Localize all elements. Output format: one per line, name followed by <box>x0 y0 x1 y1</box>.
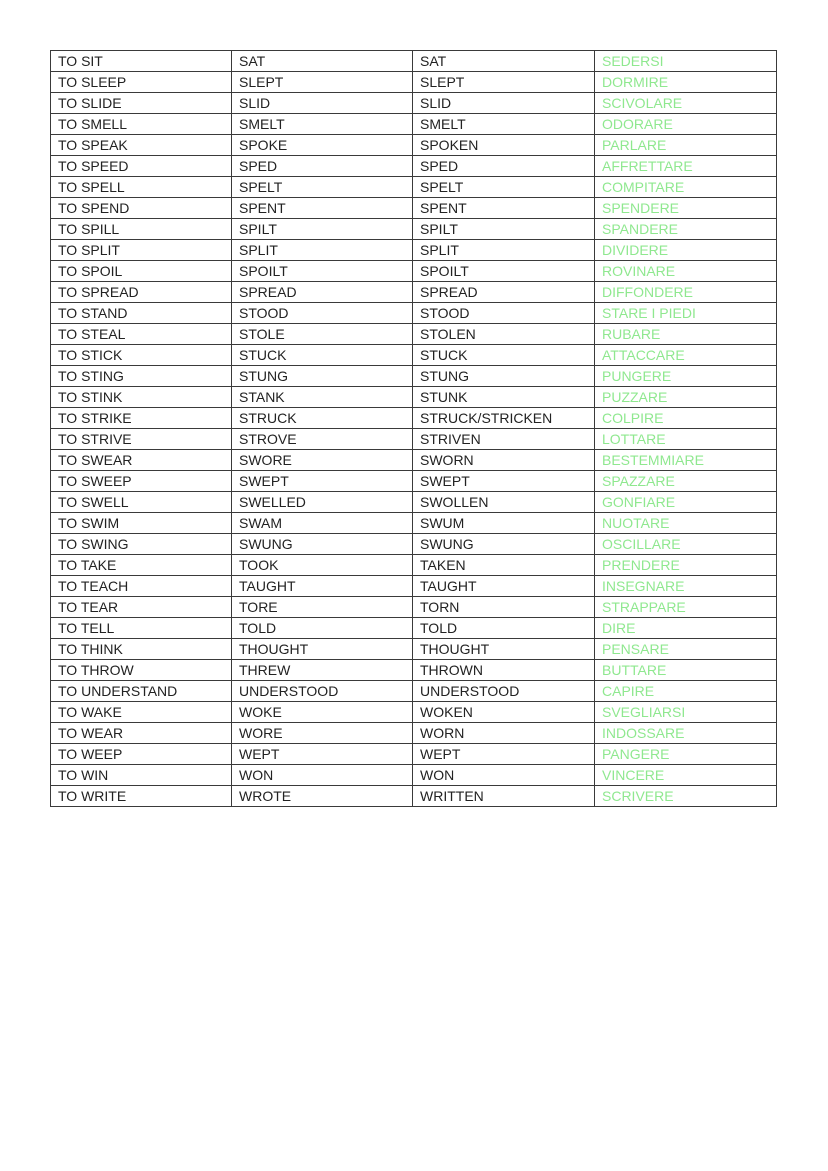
table-row <box>51 429 777 450</box>
italian-translation-cell: BESTEMMIARE <box>595 450 777 471</box>
past-participle-cell: SLEPT <box>413 72 595 93</box>
past-participle-cell: STUCK <box>413 345 595 366</box>
table-row <box>51 702 777 723</box>
past-simple-cell: SPENT <box>232 198 413 219</box>
italian-translation-cell: PUZZARE <box>595 387 777 408</box>
infinitive-cell: TO WRITE <box>51 786 232 807</box>
infinitive-cell: TO STEAL <box>51 324 232 345</box>
infinitive-cell: TO SPREAD <box>51 282 232 303</box>
infinitive-cell: TO SPOIL <box>51 261 232 282</box>
table-row <box>51 93 777 114</box>
infinitive-cell: TO SWEEP <box>51 471 232 492</box>
italian-translation-cell: GONFIARE <box>595 492 777 513</box>
infinitive-cell: TO SMELL <box>51 114 232 135</box>
past-simple-cell: TOOK <box>232 555 413 576</box>
table-row <box>51 198 777 219</box>
infinitive-cell: TO STINK <box>51 387 232 408</box>
italian-translation-cell: SEDERSI <box>595 51 777 72</box>
past-participle-cell: WORN <box>413 723 595 744</box>
infinitive-cell: TO SWING <box>51 534 232 555</box>
table-row <box>51 744 777 765</box>
table-row <box>51 597 777 618</box>
past-simple-cell: STUNG <box>232 366 413 387</box>
past-simple-cell: SPOKE <box>232 135 413 156</box>
past-simple-cell: SWELLED <box>232 492 413 513</box>
italian-translation-cell: COLPIRE <box>595 408 777 429</box>
italian-translation-cell: VINCERE <box>595 765 777 786</box>
table-row <box>51 618 777 639</box>
table-row <box>51 135 777 156</box>
past-participle-cell: THOUGHT <box>413 639 595 660</box>
infinitive-cell: TO SPEED <box>51 156 232 177</box>
infinitive-cell: TO WEEP <box>51 744 232 765</box>
italian-translation-cell: ATTACCARE <box>595 345 777 366</box>
past-simple-cell: SLID <box>232 93 413 114</box>
table-row <box>51 345 777 366</box>
table-row <box>51 51 777 72</box>
past-participle-cell: TAUGHT <box>413 576 595 597</box>
past-simple-cell: SPED <box>232 156 413 177</box>
past-participle-cell: STRUCK/STRICKEN <box>413 408 595 429</box>
table-row <box>51 534 777 555</box>
infinitive-cell: TO SPEND <box>51 198 232 219</box>
past-participle-cell: STOLEN <box>413 324 595 345</box>
table-row <box>51 156 777 177</box>
italian-translation-cell: OSCILLARE <box>595 534 777 555</box>
infinitive-cell: TO THINK <box>51 639 232 660</box>
italian-translation-cell: LOTTARE <box>595 429 777 450</box>
italian-translation-cell: RUBARE <box>595 324 777 345</box>
past-simple-cell: TAUGHT <box>232 576 413 597</box>
infinitive-cell: TO SPILL <box>51 219 232 240</box>
italian-translation-cell: PANGERE <box>595 744 777 765</box>
table-row <box>51 408 777 429</box>
infinitive-cell: TO SWELL <box>51 492 232 513</box>
infinitive-cell: TO SPEAK <box>51 135 232 156</box>
table-row <box>51 324 777 345</box>
italian-translation-cell: PUNGERE <box>595 366 777 387</box>
past-participle-cell: UNDERSTOOD <box>413 681 595 702</box>
table-row <box>51 450 777 471</box>
italian-translation-cell: COMPITARE <box>595 177 777 198</box>
past-participle-cell: SLID <box>413 93 595 114</box>
past-simple-cell: SPILT <box>232 219 413 240</box>
italian-translation-cell: SCRIVERE <box>595 786 777 807</box>
italian-translation-cell: AFFRETTARE <box>595 156 777 177</box>
table-row <box>51 177 777 198</box>
past-simple-cell: TORE <box>232 597 413 618</box>
infinitive-cell: TO SLIDE <box>51 93 232 114</box>
italian-translation-cell: SPENDERE <box>595 198 777 219</box>
past-simple-cell: STOOD <box>232 303 413 324</box>
italian-translation-cell: ROVINARE <box>595 261 777 282</box>
past-participle-cell: SWEPT <box>413 471 595 492</box>
past-participle-cell: STUNG <box>413 366 595 387</box>
verb-table-body <box>51 51 777 807</box>
infinitive-cell: TO THROW <box>51 660 232 681</box>
table-row <box>51 219 777 240</box>
past-simple-cell: WOKE <box>232 702 413 723</box>
past-participle-cell: TAKEN <box>413 555 595 576</box>
past-participle-cell: WOKEN <box>413 702 595 723</box>
past-participle-cell: WON <box>413 765 595 786</box>
past-participle-cell: STOOD <box>413 303 595 324</box>
italian-translation-cell: SPAZZARE <box>595 471 777 492</box>
table-row <box>51 786 777 807</box>
infinitive-cell: TO WIN <box>51 765 232 786</box>
past-simple-cell: WROTE <box>232 786 413 807</box>
infinitive-cell: TO SIT <box>51 51 232 72</box>
past-simple-cell: SWEPT <box>232 471 413 492</box>
italian-translation-cell: SCIVOLARE <box>595 93 777 114</box>
infinitive-cell: TO TEACH <box>51 576 232 597</box>
table-row <box>51 576 777 597</box>
italian-translation-cell: STARE I PIEDI <box>595 303 777 324</box>
past-participle-cell: SMELT <box>413 114 595 135</box>
italian-translation-cell: INSEGNARE <box>595 576 777 597</box>
past-simple-cell: SAT <box>232 51 413 72</box>
italian-translation-cell: BUTTARE <box>595 660 777 681</box>
past-simple-cell: THREW <box>232 660 413 681</box>
italian-translation-cell: PENSARE <box>595 639 777 660</box>
past-simple-cell: SWUNG <box>232 534 413 555</box>
past-simple-cell: THOUGHT <box>232 639 413 660</box>
past-participle-cell: STUNK <box>413 387 595 408</box>
past-participle-cell: SPED <box>413 156 595 177</box>
past-simple-cell: STROVE <box>232 429 413 450</box>
past-simple-cell: SLEPT <box>232 72 413 93</box>
infinitive-cell: TO SWIM <box>51 513 232 534</box>
past-participle-cell: SPELT <box>413 177 595 198</box>
italian-translation-cell: SVEGLIARSI <box>595 702 777 723</box>
past-simple-cell: STOLE <box>232 324 413 345</box>
past-participle-cell: SPLIT <box>413 240 595 261</box>
past-simple-cell: TOLD <box>232 618 413 639</box>
past-simple-cell: SPLIT <box>232 240 413 261</box>
past-simple-cell: WON <box>232 765 413 786</box>
past-participle-cell: SWUM <box>413 513 595 534</box>
italian-translation-cell: DIRE <box>595 618 777 639</box>
past-participle-cell: SAT <box>413 51 595 72</box>
table-row <box>51 261 777 282</box>
table-row <box>51 513 777 534</box>
past-simple-cell: SMELT <box>232 114 413 135</box>
past-participle-cell: SPOKEN <box>413 135 595 156</box>
table-row <box>51 282 777 303</box>
infinitive-cell: TO STRIVE <box>51 429 232 450</box>
italian-translation-cell: STRAPPARE <box>595 597 777 618</box>
past-participle-cell: WEPT <box>413 744 595 765</box>
past-participle-cell: SWUNG <box>413 534 595 555</box>
past-simple-cell: SPELT <box>232 177 413 198</box>
past-simple-cell: STUCK <box>232 345 413 366</box>
past-participle-cell: SWOLLEN <box>413 492 595 513</box>
past-participle-cell: STRIVEN <box>413 429 595 450</box>
infinitive-cell: TO SPELL <box>51 177 232 198</box>
infinitive-cell: TO STICK <box>51 345 232 366</box>
italian-translation-cell: DIFFONDERE <box>595 282 777 303</box>
table-row <box>51 765 777 786</box>
past-simple-cell: WEPT <box>232 744 413 765</box>
table-row <box>51 471 777 492</box>
infinitive-cell: TO SLEEP <box>51 72 232 93</box>
infinitive-cell: TO TAKE <box>51 555 232 576</box>
past-simple-cell: SWAM <box>232 513 413 534</box>
past-simple-cell: SPREAD <box>232 282 413 303</box>
table-row <box>51 555 777 576</box>
past-participle-cell: THROWN <box>413 660 595 681</box>
italian-translation-cell: PARLARE <box>595 135 777 156</box>
past-simple-cell: STANK <box>232 387 413 408</box>
past-simple-cell: SPOILT <box>232 261 413 282</box>
past-participle-cell: TOLD <box>413 618 595 639</box>
italian-translation-cell: SPANDERE <box>595 219 777 240</box>
table-row <box>51 492 777 513</box>
past-participle-cell: SWORN <box>413 450 595 471</box>
italian-translation-cell: DORMIRE <box>595 72 777 93</box>
italian-translation-cell: INDOSSARE <box>595 723 777 744</box>
past-simple-cell: UNDERSTOOD <box>232 681 413 702</box>
infinitive-cell: TO STING <box>51 366 232 387</box>
infinitive-cell: TO TEAR <box>51 597 232 618</box>
irregular-verbs-table <box>50 50 777 807</box>
table-row <box>51 639 777 660</box>
table-row <box>51 240 777 261</box>
infinitive-cell: TO SPLIT <box>51 240 232 261</box>
table-row <box>51 303 777 324</box>
table-row <box>51 387 777 408</box>
infinitive-cell: TO STAND <box>51 303 232 324</box>
italian-translation-cell: NUOTARE <box>595 513 777 534</box>
past-simple-cell: SWORE <box>232 450 413 471</box>
past-simple-cell: STRUCK <box>232 408 413 429</box>
past-participle-cell: WRITTEN <box>413 786 595 807</box>
past-participle-cell: SPREAD <box>413 282 595 303</box>
infinitive-cell: TO UNDERSTAND <box>51 681 232 702</box>
infinitive-cell: TO STRIKE <box>51 408 232 429</box>
past-participle-cell: SPOILT <box>413 261 595 282</box>
table-row <box>51 366 777 387</box>
italian-translation-cell: DIVIDERE <box>595 240 777 261</box>
past-participle-cell: SPENT <box>413 198 595 219</box>
table-row <box>51 114 777 135</box>
italian-translation-cell: CAPIRE <box>595 681 777 702</box>
infinitive-cell: TO WEAR <box>51 723 232 744</box>
italian-translation-cell: PRENDERE <box>595 555 777 576</box>
italian-translation-cell: ODORARE <box>595 114 777 135</box>
table-row <box>51 723 777 744</box>
table-row <box>51 681 777 702</box>
infinitive-cell: TO WAKE <box>51 702 232 723</box>
infinitive-cell: TO SWEAR <box>51 450 232 471</box>
infinitive-cell: TO TELL <box>51 618 232 639</box>
past-participle-cell: SPILT <box>413 219 595 240</box>
table-row <box>51 72 777 93</box>
past-simple-cell: WORE <box>232 723 413 744</box>
past-participle-cell: TORN <box>413 597 595 618</box>
table-row <box>51 660 777 681</box>
